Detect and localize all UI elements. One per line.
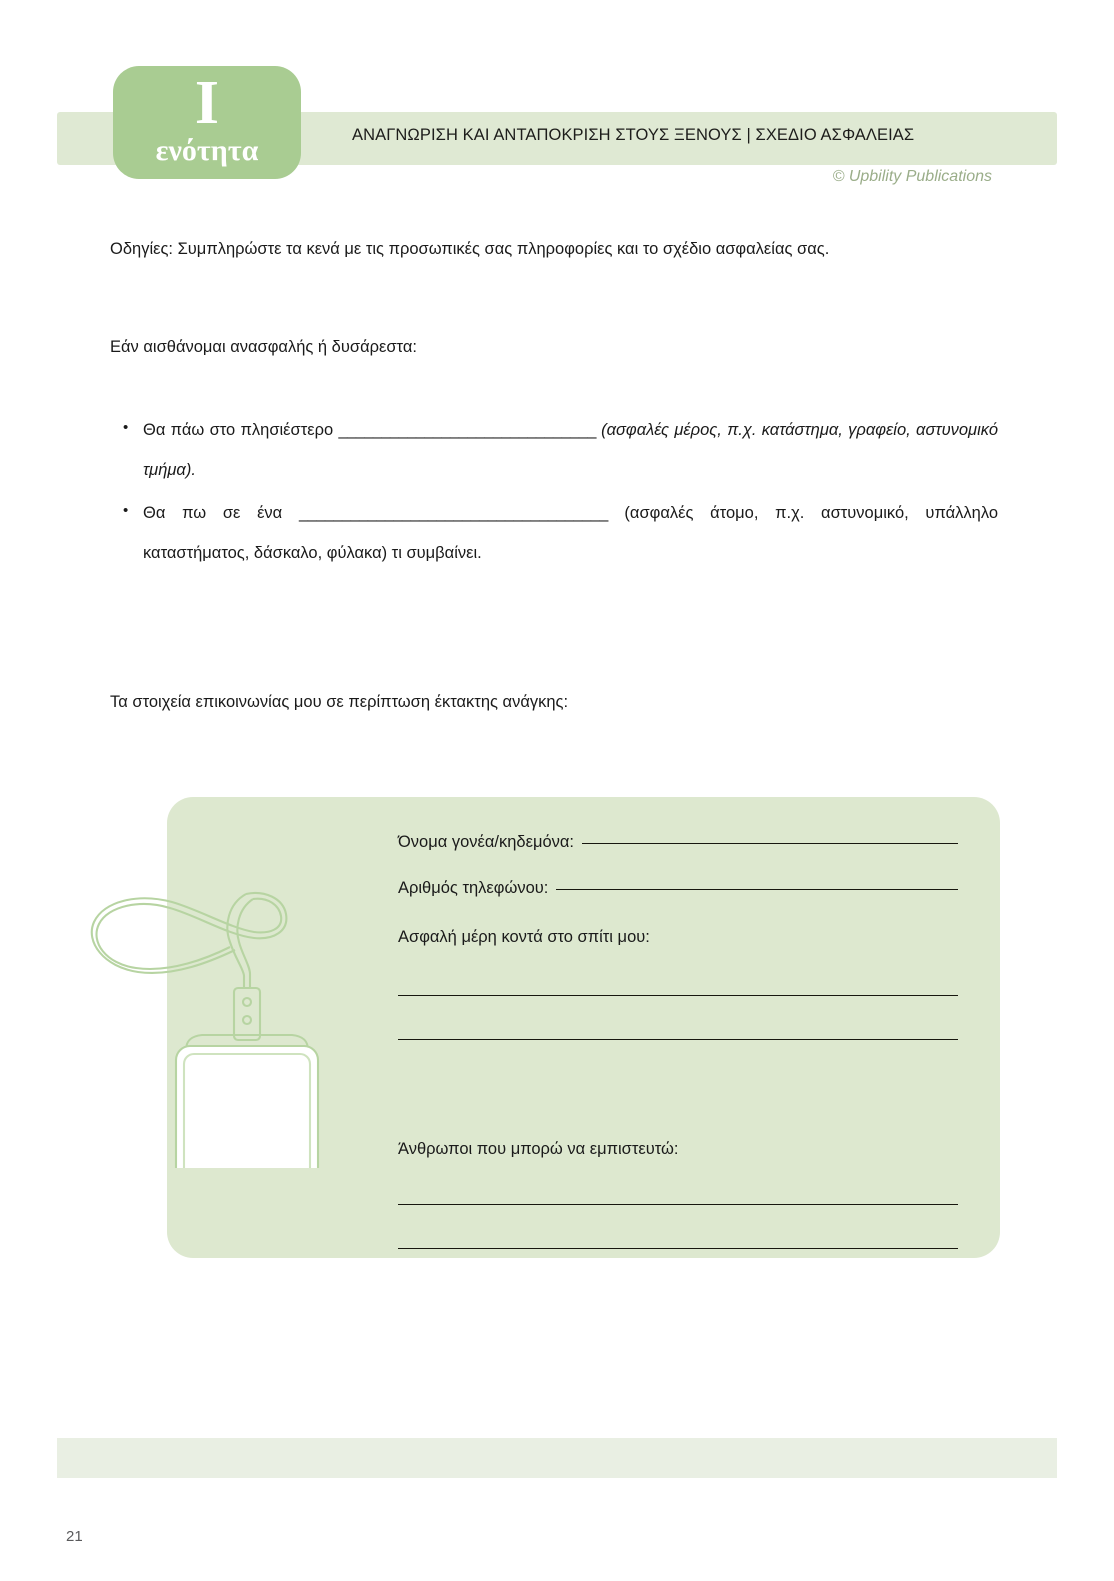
action-bullet-list [110, 410, 998, 576]
parent-name-row [398, 833, 958, 852]
safe-places-heading-row [398, 928, 958, 947]
bullet-suffix-text: (ασφαλές άτομο, π.χ. αστυνομικό, υπάλληλο καταστήματος, δάσκαλο, φύλακα) τι συμβαίνει. [143, 503, 998, 563]
fill-in-blank[interactable]: ______________________________ [338, 421, 596, 439]
trusted-people-input-line-2[interactable] [398, 1248, 958, 1249]
footer-band [57, 1438, 1057, 1478]
instructions-text: Οδηγίες: Συμπληρώστε τα κενά με τις προσωπικές σας πληροφορίες και το σχέδιο ασφαλείας σας. [110, 240, 830, 258]
spacer [398, 1040, 958, 1140]
spacer [398, 996, 958, 1039]
copyright-notice: © Upbility Publications [832, 168, 992, 185]
spacer [398, 1205, 958, 1248]
list-item [110, 493, 998, 574]
parent-name-input[interactable] [582, 843, 958, 844]
spacer [398, 947, 958, 995]
bullet-suffix-text: (ασφαλές μέρος, π.χ. κατάστημα, γραφείο, αστυνομικό τμήμα). [143, 421, 998, 480]
fill-in-blank[interactable]: ____________________________________ [298, 503, 608, 522]
phone-number-label: Αριθμός τηλεφώνου: [398, 879, 549, 897]
parent-name-label: Όνομα γονέα/κηδεμόνα: [398, 833, 575, 851]
page-number: 21 [66, 1528, 83, 1545]
unit-number: I [194, 69, 220, 137]
list-item [110, 410, 998, 491]
safe-places-label: Ασφαλή μέρη κοντά στο σπίτι μου: [398, 928, 650, 946]
unit-badge [113, 66, 301, 179]
trusted-people-label: Άνθρωποι που μπορώ να εμπιστευτώ: [398, 1140, 679, 1158]
contact-form-fields [398, 833, 958, 1249]
phone-number-row [398, 879, 958, 898]
bullet-prefix-text: Θα πάω στο πλησιέστερο [143, 421, 339, 439]
phone-number-input[interactable] [556, 889, 958, 890]
page-title: ΑΝΑΓΝΩΡΙΣΗ ΚΑΙ ΑΝΤΑΠΟΚΡΙΣΗ ΣΤΟΥΣ ΞΕΝΟΥΣ | ΣΧΕΔΙΟ ΑΣΦΑΛΕΙΑΣ [352, 126, 915, 144]
lead-in-text: Εάν αισθάνομαι ανασφαλής ή δυσάρεστα: [110, 338, 417, 356]
emergency-contacts-heading: Τα στοιχεία επικοινωνίας μου σε περίπτωση έκτακτης ανάγκης: [110, 693, 569, 711]
bullet-prefix-text: Θα πω σε ένα [143, 503, 299, 522]
trusted-people-heading-row [398, 1140, 958, 1159]
spacer [398, 1159, 958, 1204]
unit-label: ενότητα [155, 134, 259, 167]
